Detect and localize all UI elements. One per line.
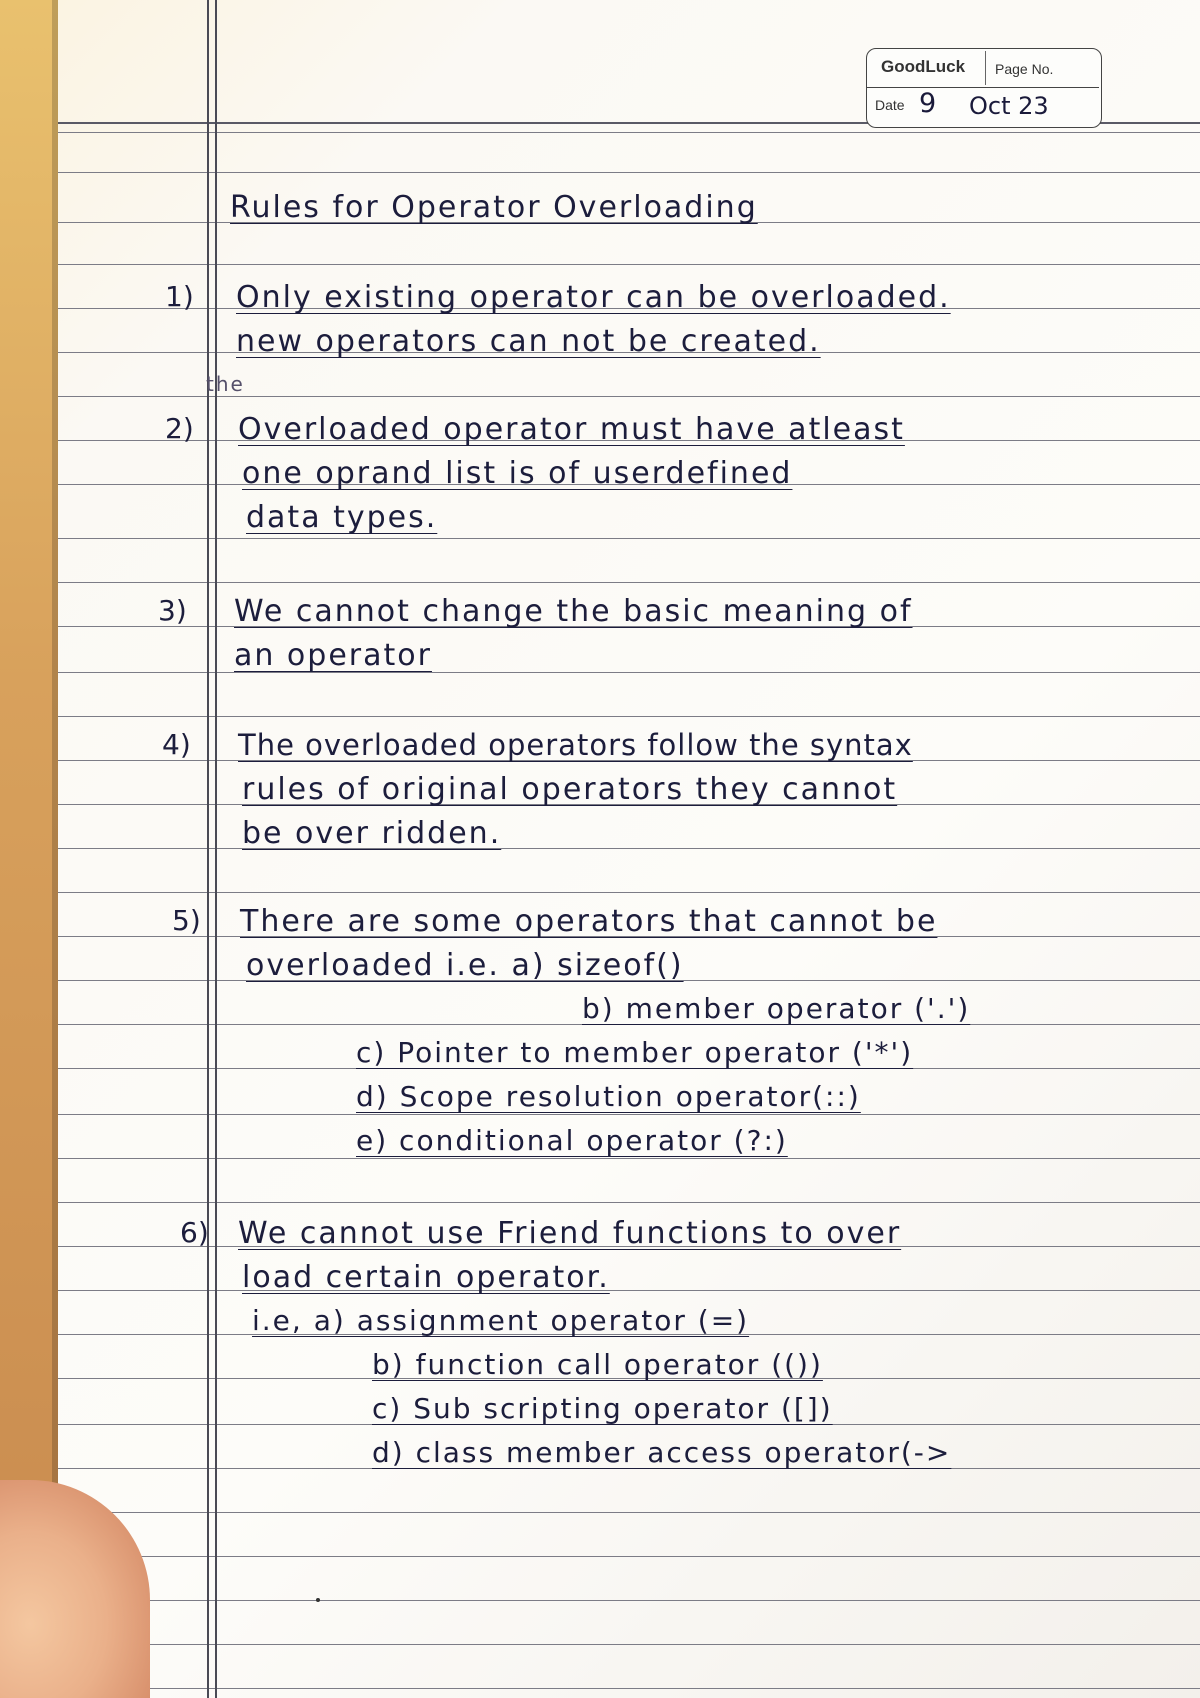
rule-number: 4) (162, 728, 191, 761)
rule-line-text: rules of original operators they cannot (242, 772, 898, 807)
rule-line-text: We cannot change the basic meaning of (234, 594, 913, 629)
rule-number: 5) (172, 904, 201, 937)
ruled-line (58, 892, 1200, 893)
ruled-line (58, 1158, 1200, 1159)
page-no-label: Page No. (995, 61, 1054, 77)
margin-line (215, 0, 217, 1698)
rule-line-text: one oprand list is of userdefined (242, 456, 793, 491)
ruled-line (58, 538, 1200, 539)
margin-line (207, 0, 209, 1698)
rule-line-text: Overloaded operator must have atleast (238, 412, 905, 447)
rule-line-text: an operator (234, 638, 432, 673)
ruled-line (58, 582, 1200, 583)
ruled-line (58, 1202, 1200, 1203)
rule-sub-item: e) conditional operator (?:) (356, 1124, 788, 1157)
page-title: Rules for Operator Overloading (230, 190, 758, 225)
rule-line-text: We cannot use Friend functions to over (238, 1216, 902, 1251)
rule-number: 1) (165, 280, 194, 313)
date-label: Date (875, 97, 905, 113)
rule-number: 2) (165, 412, 194, 445)
page-left-edge (0, 0, 58, 1698)
ink-dot (316, 1598, 320, 1602)
ruled-line (58, 672, 1200, 673)
rule-number: 6) (180, 1216, 209, 1249)
margin-note: the (206, 372, 245, 396)
ruled-line (58, 1688, 1200, 1689)
ruled-line (58, 1644, 1200, 1645)
ruled-line (58, 848, 1200, 849)
brand-name: GoodLuck (881, 57, 966, 76)
ruled-line (58, 132, 1200, 133)
rule-line-text: new operators can not be created. (236, 324, 821, 359)
rule-line-text: The overloaded operators follow the syntax (238, 728, 913, 762)
ruled-line (58, 1114, 1200, 1115)
rule-sub-item: b) function call operator (()) (372, 1348, 823, 1381)
rule-number: 3) (158, 594, 187, 627)
rule-line-text: overloaded i.e. a) sizeof() (246, 948, 684, 983)
header-divider (985, 51, 986, 85)
rule-line-text: load certain operator. (242, 1260, 610, 1295)
date-day: 9 (919, 88, 937, 119)
ruled-line (58, 1512, 1200, 1513)
ruled-line (58, 264, 1200, 265)
rule-sub-item: d) class member access operator(-> (372, 1436, 952, 1469)
header-date-row (867, 87, 1099, 126)
date-month-year: Oct 23 (969, 92, 1049, 120)
rule-line-text: Only existing operator can be overloaded. (236, 280, 951, 315)
header-brand-row (867, 49, 1101, 87)
rule-line-text: There are some operators that cannot be (240, 904, 938, 939)
rule-sub-item: d) Scope resolution operator(::) (356, 1080, 861, 1113)
ruled-line (58, 172, 1200, 173)
ruled-line (58, 1290, 1200, 1291)
ruled-line (58, 1600, 1200, 1601)
rule-line-text: data types. (246, 500, 438, 535)
page-header-box (866, 48, 1102, 128)
rule-sub-item: c) Sub scripting operator ([]) (372, 1392, 833, 1425)
ruled-line (58, 396, 1200, 397)
ruled-line (58, 1556, 1200, 1557)
ruled-line (58, 716, 1200, 717)
rule-line-text: be over ridden. (242, 816, 502, 851)
rule-sub-item: b) member operator ('.') (582, 992, 971, 1025)
rule-sub-item: i.e, a) assignment operator (=) (252, 1304, 750, 1337)
rule-sub-item: c) Pointer to member operator ('*') (356, 1036, 914, 1069)
